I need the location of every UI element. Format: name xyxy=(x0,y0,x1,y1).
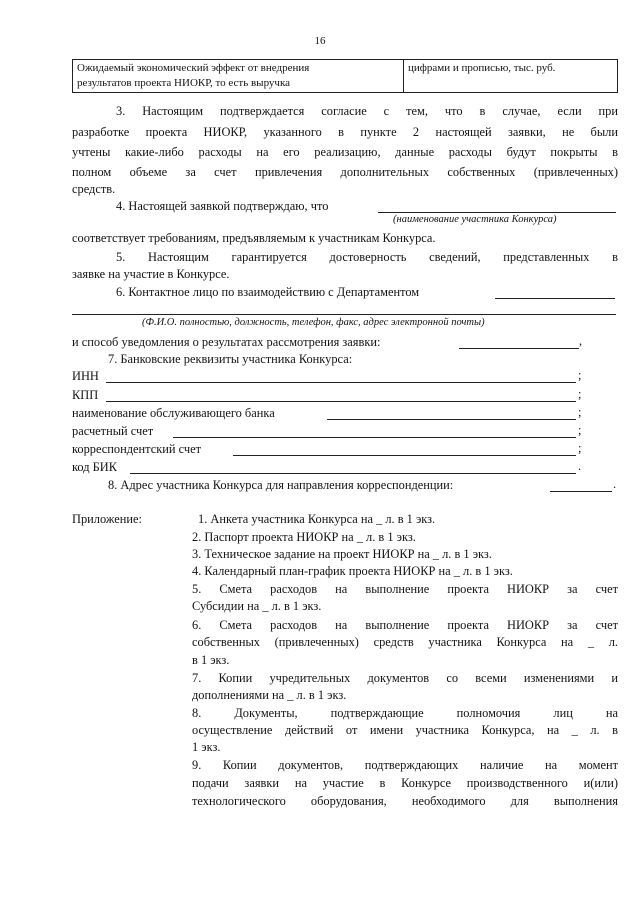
notification-method-field[interactable] xyxy=(459,348,579,349)
effect-value-cell: цифрами и прописью, тыс. руб. xyxy=(404,60,618,93)
appendix-item-7-line-2: дополнениями на _ л. в 1 экз. xyxy=(192,688,347,702)
participant-name-field[interactable] xyxy=(378,212,616,213)
appendix-item-8-line-3: 1 экз. xyxy=(192,740,221,754)
appendix-item-6-line-2: собственных (привлеченных) средств участника Конкурса на _ л. xyxy=(192,635,618,649)
page-number: 16 xyxy=(314,35,326,47)
appendix-item-9-line-2: подачи заявки на участие в Конкурсе производственного и(или) xyxy=(192,776,618,790)
appendix-item-5-line-2: Субсидии на _ л. в 1 экз. xyxy=(192,599,322,613)
appendix-item-5-line-1: 5. Смета расходов на выполнение проекта НИОКР за счет xyxy=(192,582,618,596)
account-input[interactable] xyxy=(173,437,576,438)
kpp-input[interactable] xyxy=(106,401,576,402)
participant-name-caption: (наименование участника Конкурса) xyxy=(393,214,557,225)
appendix-item-8-line-2: осуществление действий от имени участника Конкурса, на _ л. в xyxy=(192,723,618,737)
para3-line-2: разработке проекта НИОКР, указанного в пункте 2 настоящей заявки, не были xyxy=(72,125,618,139)
kpp-label: КПП xyxy=(72,388,99,402)
appendix-label: Приложение: xyxy=(72,512,142,526)
para3-line-3: учтены какие-либо расходы на его реализацию, данные расходы будут покрыты в xyxy=(72,145,618,159)
appendix-item-8-line-1: 8. Документы, подтверждающие полномочия лиц на xyxy=(192,706,618,720)
para3-line-4: полном объеме за счет привлечения дополнительных собственных (привлеченных) xyxy=(72,165,618,179)
effect-label-line1: Ожидаемый экономический эффект от внедрения xyxy=(77,62,310,74)
bank-name-label: наименование обслуживающего банка xyxy=(72,406,275,420)
appendix-item-3: 3. Техническое задание на проект НИОКР на _ л. в 1 экз. xyxy=(192,547,492,561)
effect-label-cell xyxy=(73,60,404,93)
appendix-item-4: 4. Календарный план-график проекта НИОКР на _ л. в 1 экз. xyxy=(192,564,513,578)
bank-name-input[interactable] xyxy=(327,419,576,420)
effect-label-line2: результатов проекта НИОКР, то есть выручка xyxy=(77,77,291,89)
appendix-item-9-line-3: технологического оборудования, необходимого для выполнения xyxy=(192,794,618,808)
correspondence-address-field[interactable] xyxy=(550,491,612,492)
appendix-item-2: 2. Паспорт проекта НИОКР на _ л. в 1 экз. xyxy=(192,530,416,544)
bik-label: код БИК xyxy=(72,460,117,474)
bik-input[interactable] xyxy=(130,473,576,474)
corr-account-input[interactable] xyxy=(233,455,576,456)
appendix-item-6-line-1: 6. Смета расходов на выполнение проекта НИОКР за счет xyxy=(192,618,618,632)
corr-account-label: корреспондентский счет xyxy=(72,442,202,456)
para6-line-1: 6. Контактное лицо по взаимодействию с Департаментом xyxy=(116,285,420,299)
contact-person-field-a[interactable] xyxy=(495,298,615,299)
appendix-item-9-line-1: 9. Копии документов, подтверждающих наличие на момент xyxy=(192,758,618,772)
inn-label: ИНН xyxy=(72,369,99,383)
para4-line-1: 4. Настоящей заявкой подтверждаю, что xyxy=(116,199,329,213)
para7-title: 7. Банковские реквизиты участника Конкурса: xyxy=(108,352,353,366)
economic-effect-table xyxy=(72,59,618,93)
account-label: расчетный счет xyxy=(72,424,154,438)
inn-input[interactable] xyxy=(106,382,576,383)
appendix-item-6-line-3: в 1 экз. xyxy=(192,653,230,667)
para3-line-5: средств. xyxy=(72,182,116,196)
para3-line-1: 3. Настоящим подтверждается согласие с тем, что в случае, если при xyxy=(116,104,618,118)
para8: 8. Адрес участника Конкурса для направления корреспонденции: xyxy=(108,478,454,492)
para4-line-2: соответствует требованиям, предъявляемым к участникам Конкурса. xyxy=(72,231,436,245)
contact-person-caption: (Ф.И.О. полностью, должность, телефон, факс, адрес электронной почты) xyxy=(142,317,485,328)
contact-person-field-b[interactable] xyxy=(72,314,616,315)
appendix-item-1: 1. Анкета участника Конкурса на _ л. в 1 экз. xyxy=(198,512,436,526)
appendix-item-7-line-1: 7. Копии учредительных документов со всеми изменениями и xyxy=(192,671,618,685)
para6-line-2: и способ уведомления о результатах рассмотрения заявки: xyxy=(72,335,381,349)
para5-line-2: заявке на участие в Конкурсе. xyxy=(72,267,230,281)
para5-line-1: 5. Настоящим гарантируется достоверность сведений, представленных в xyxy=(116,250,618,264)
